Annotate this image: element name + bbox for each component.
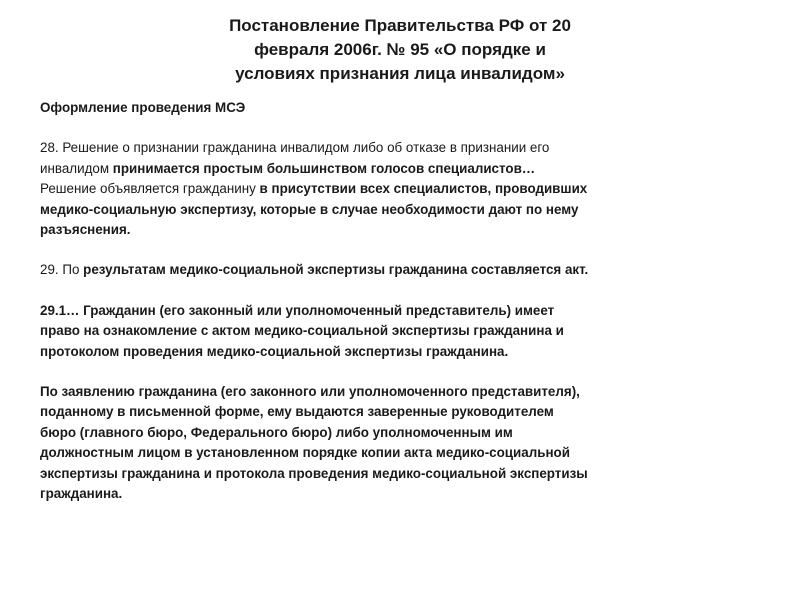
p28-line-2 (40, 159, 780, 179)
p29-bold: результатам медико-социальной экспертизы гражданина составляется акт. (83, 262, 589, 278)
p28-line-3-text: Решение объявляется гражданину (40, 181, 260, 197)
p29-text: 29. По (40, 262, 84, 278)
p29-1-line-1: 29.1… Гражданин (его законный или уполномоченный представитель) имеет (40, 302, 555, 318)
p28-line-3-bold: в присутствии всех специалистов, проводивших (259, 181, 588, 197)
document-body (40, 98, 780, 525)
paragraph-29 (40, 260, 780, 280)
p28-line-3 (40, 179, 780, 199)
p28-line-1: 28. Решение о признании гражданина инвалидом либо об отказе в признании его (40, 140, 550, 156)
request-line-3: бюро (главного бюро, Федерального бюро) либо уполномоченным им (40, 424, 513, 440)
paragraph-29-1 (40, 301, 780, 362)
request-line-4: должностным лицом в установленном порядке копии акта медико-социальной (40, 445, 570, 461)
p28-line-4: медико-социальную экспертизу, которые в случае необходимости дают по нему (40, 201, 579, 217)
request-line-1: По заявлению гражданина (его законного или уполномоченного представителя), (40, 384, 580, 400)
p29-line-1 (40, 260, 780, 280)
paragraph-28 (40, 138, 780, 240)
title-line-1: Постановление Правительства РФ от 20 (229, 16, 571, 35)
title-line-3: условиях признания лица инвалидом» (235, 64, 565, 83)
section-heading: Оформление проведения МСЭ (40, 100, 246, 115)
request-line-2: поданному в письменной форме, ему выдаются заверенные руководителем (40, 404, 554, 420)
p29-1-line-2: право на ознакомление с актом медико-социальной экспертизы гражданина и (40, 323, 564, 339)
p28-line-2-text: инвалидом (40, 160, 113, 176)
p29-1-line-3: протоколом проведения медико-социальной экспертизы гражданина. (40, 343, 509, 359)
paragraph-request (40, 382, 780, 504)
page-title (150, 14, 650, 86)
request-line-5: экспертизы гражданина и протокола проведения медико-социальной экспертизы (40, 465, 588, 481)
p28-line-5: разъяснения. (40, 222, 131, 238)
title-line-2: февраля 2006г. № 95 «О порядке и (254, 40, 546, 59)
p28-line-2-bold: принимается простым большинством голосов специалистов… (112, 160, 536, 176)
request-line-6: гражданина. (40, 486, 123, 502)
